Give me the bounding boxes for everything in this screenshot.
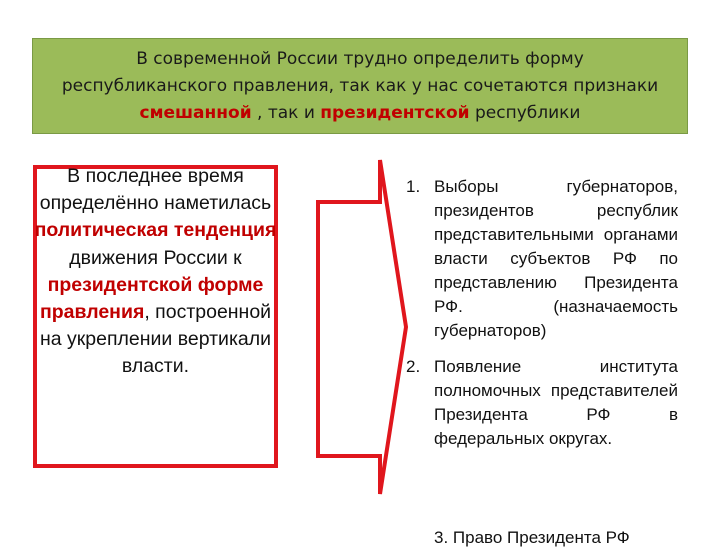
- list-item-text: Появление института полномочных представителей Президента РФ в федеральных округах.: [434, 357, 678, 448]
- banner-presidential-term: президентской: [320, 102, 470, 123]
- left-text-part3: , построенной на укреплении вертикали власти.: [39, 301, 272, 378]
- list-item: [402, 175, 678, 343]
- list-item-number: 2.: [406, 357, 421, 376]
- banner-text-part3: республики: [469, 102, 581, 123]
- banner-text-part1: В современной России трудно определить форму республиканского правления, так как у нас сочетаются признаки: [61, 48, 659, 96]
- banner-mixed-term: смешанной: [139, 102, 252, 123]
- banner-text-part2: , так и: [251, 102, 321, 123]
- list-item-number: 1.: [406, 177, 421, 196]
- left-text-part1: В последнее время определённо наметилась: [39, 165, 272, 215]
- left-red-term1: политическая тенденция: [34, 219, 277, 242]
- left-red-term2: президентской форме правления: [39, 273, 264, 324]
- list-item: [402, 355, 678, 451]
- list-item-text: Выборы губернаторов, президентов республик представительными органами власти субъектов РФ по представлению Президента РФ. (назначаемость губернаторов): [434, 177, 678, 340]
- numbered-list: [402, 175, 678, 463]
- list-item-partial: 3. Право Президента РФ: [434, 528, 630, 547]
- left-text-part2: движения России к: [69, 246, 242, 269]
